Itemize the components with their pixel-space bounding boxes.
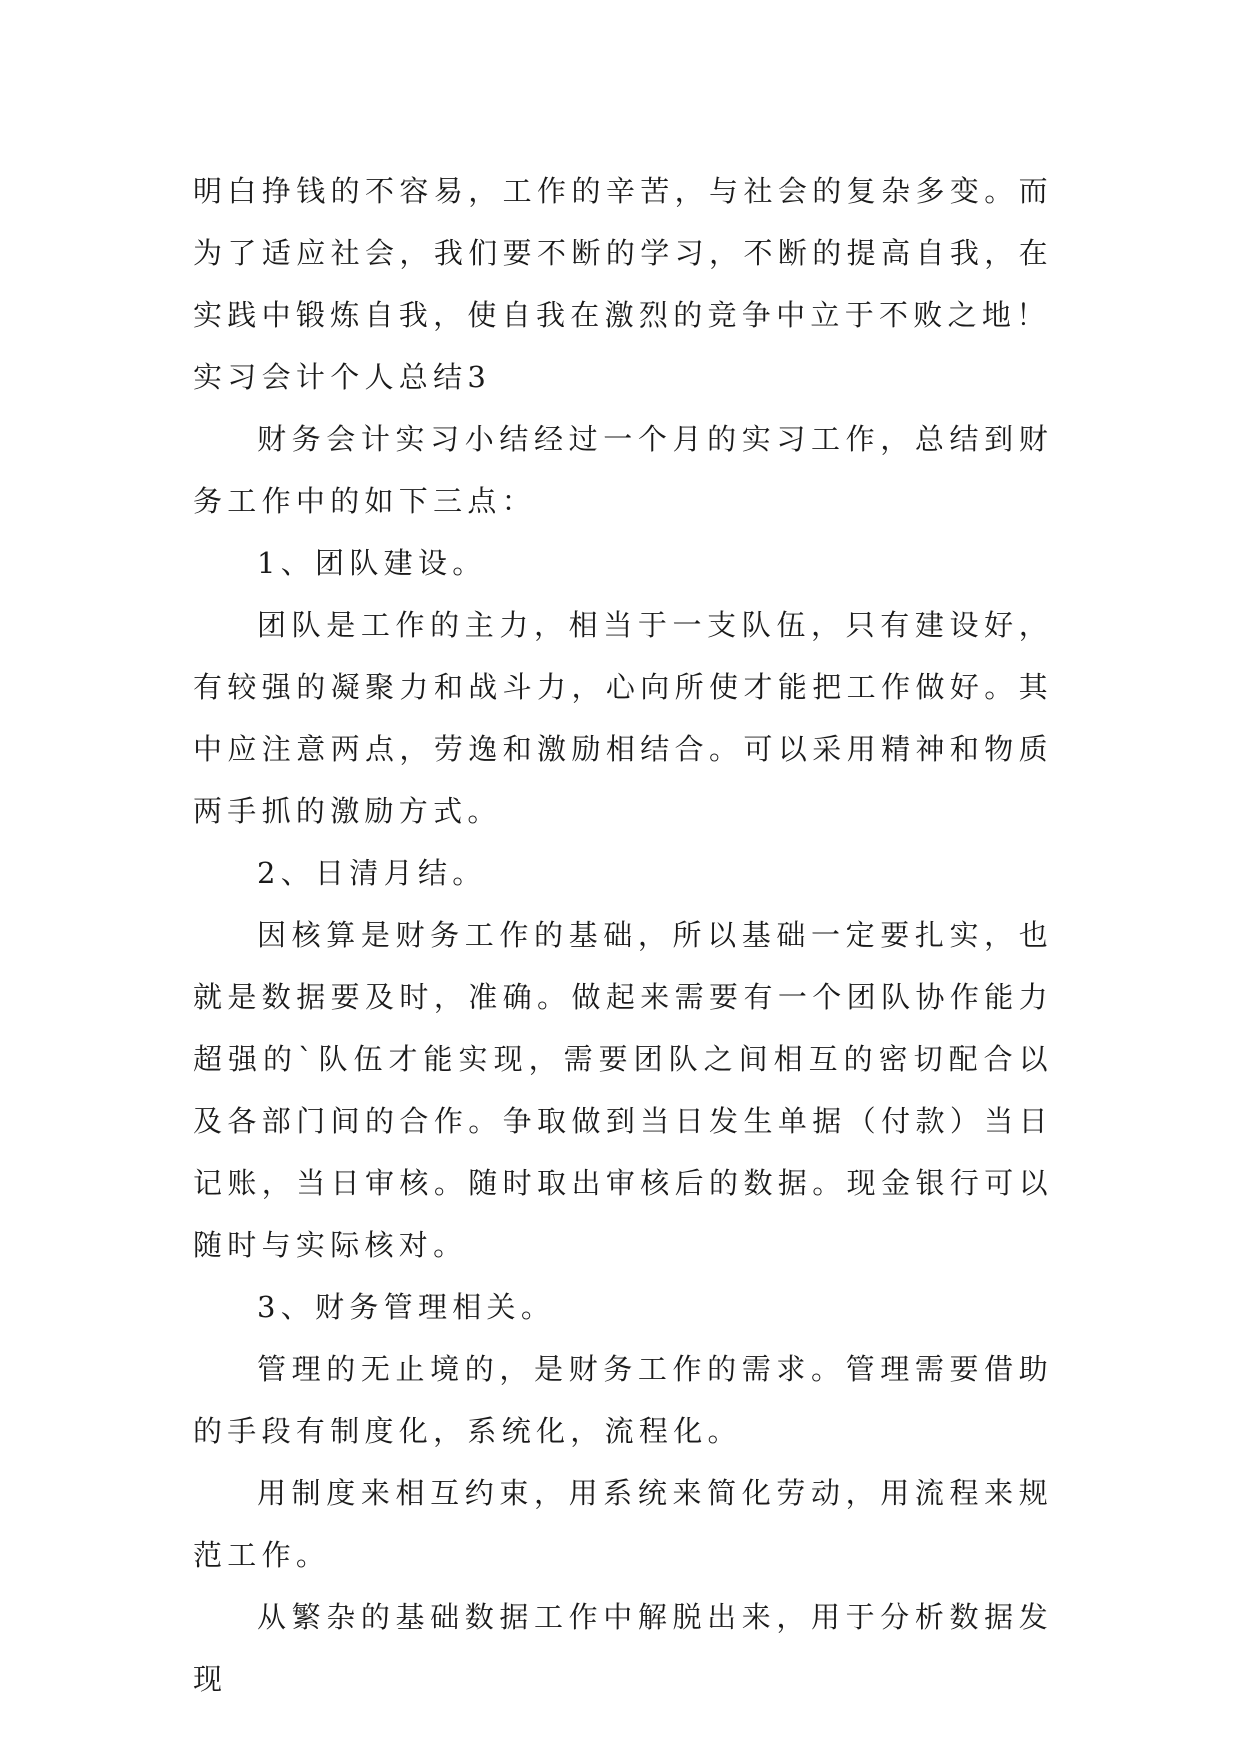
paragraph-analysis: 从繁杂的基础数据工作中解脱出来，用于分析数据发现 — [193, 1600, 1053, 1696]
list-item-heading-3: 3、财务管理相关。 — [257, 1290, 556, 1324]
section-heading: 实习会计个人总结3 — [193, 360, 492, 394]
document-body — [193, 160, 1053, 1710]
list-item-heading-1: 1、团队建设。 — [257, 546, 487, 580]
list-item-heading-2: 2、日清月结。 — [257, 856, 487, 890]
paragraph-management: 管理的无止境的，是财务工作的需求。管理需要借助的手段有制度化，系统化，流程化。 — [193, 1352, 1053, 1448]
paragraph-intro: 财务会计实习小结经过一个月的实习工作，总结到财务工作中的如下三点： — [193, 422, 1053, 518]
paragraph-team: 团队是工作的主力，相当于一支队伍，只有建设好，有较强的凝聚力和战斗力，心向所使才能把工作做好。其中应注意两点，劳逸和激励相结合。可以采用精神和物质两手抓的激励方式。 — [193, 608, 1053, 828]
paragraph-tools: 用制度来相互约束，用系统来简化劳动，用流程来规范工作。 — [193, 1476, 1053, 1572]
paragraph-continuation: 明白挣钱的不容易，工作的辛苦，与社会的复杂多变。而为了适应社会，我们要不断的学习，不断的提高自我，在实践中锻炼自我，使自我在激烈的竞争中立于不败之地！ — [193, 174, 1053, 332]
paragraph-daily-closing: 因核算是财务工作的基础，所以基础一定要扎实，也就是数据要及时，准确。做起来需要有一个团队协作能力超强的`队伍才能实现，需要团队之间相互的密切配合以及各部门间的合作。争取做到当日发生单据（付款）当日记账，当日审核。随时取出审核后的数据。现金银行可以随时与实际核对。 — [193, 918, 1053, 1262]
